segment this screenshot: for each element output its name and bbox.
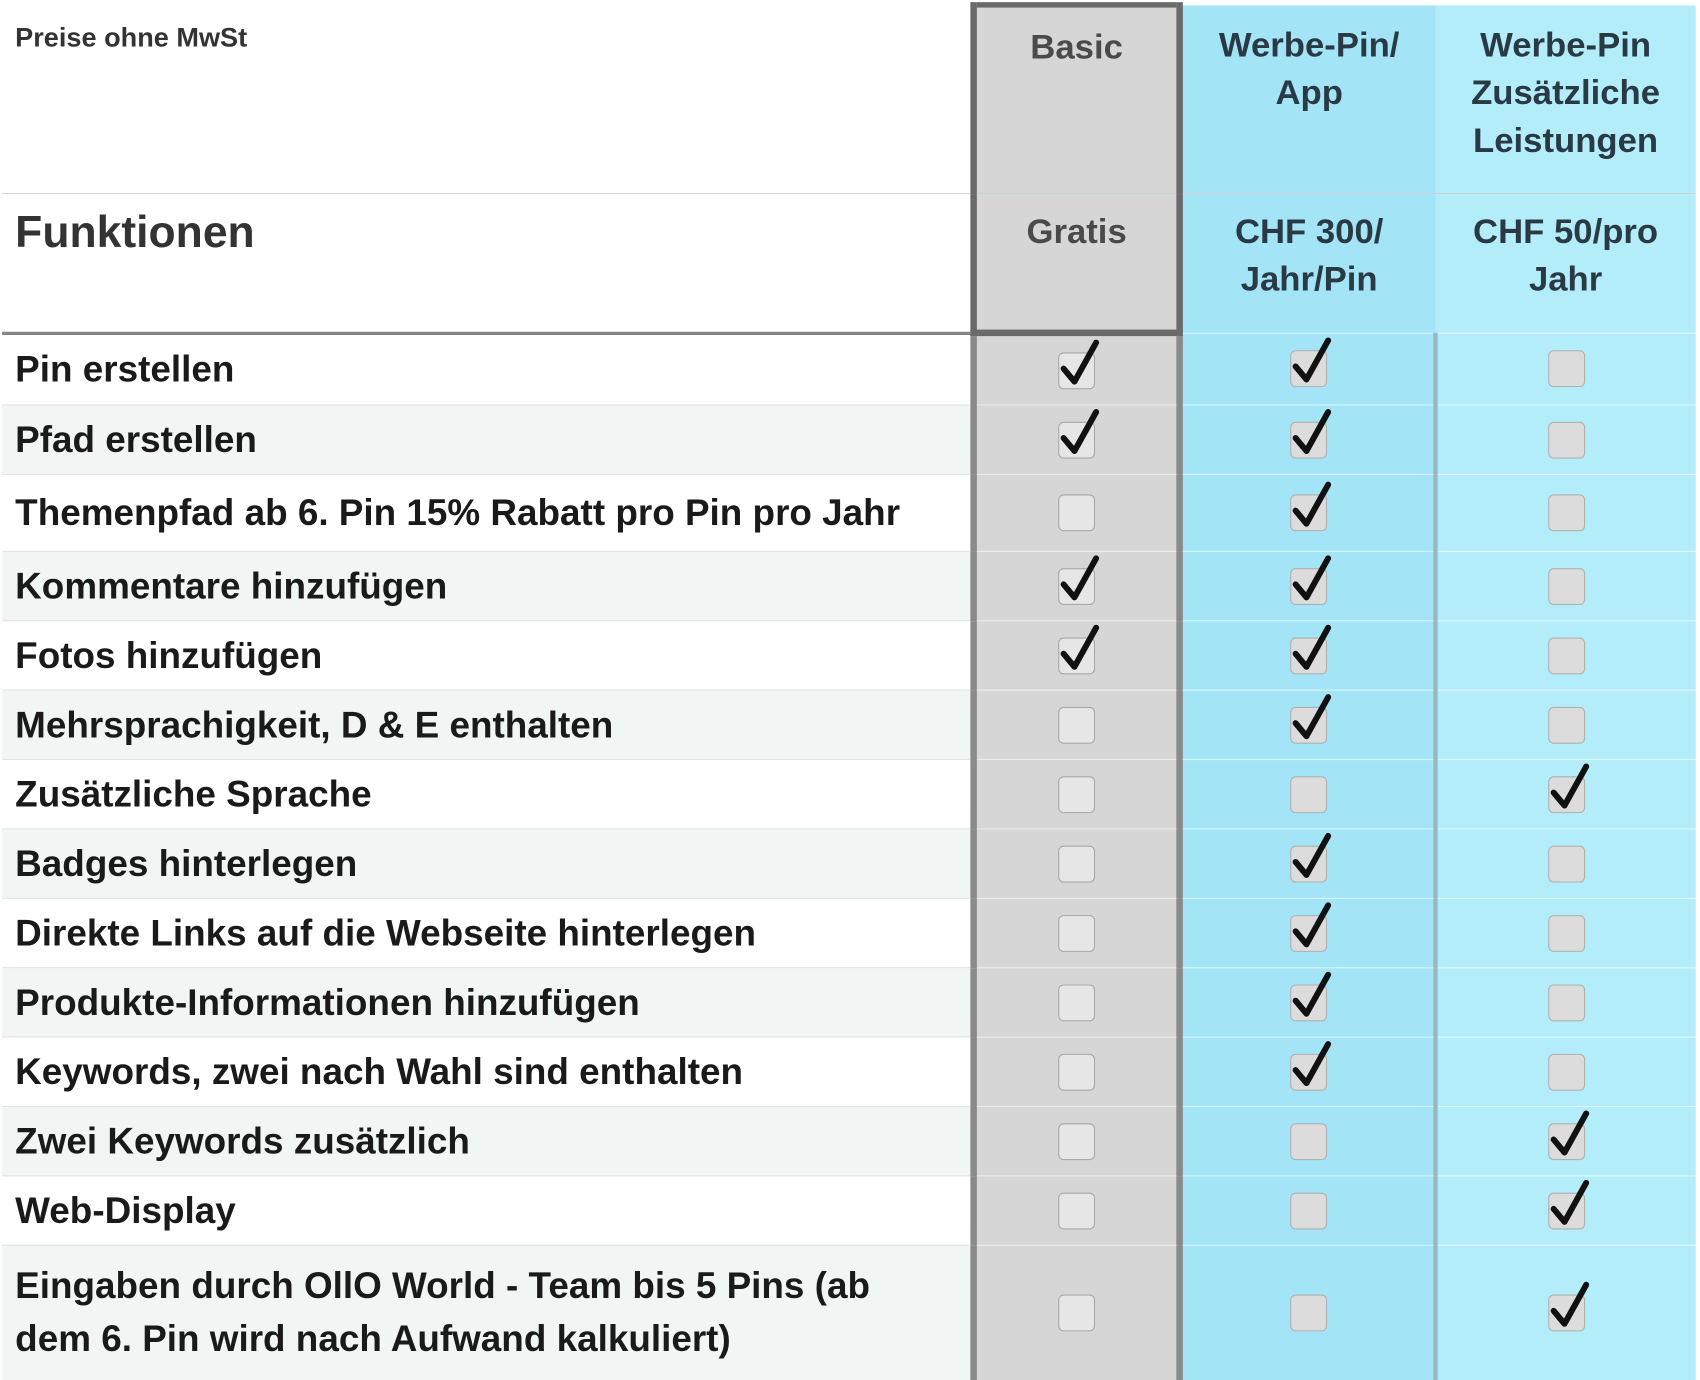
feature-label: Kommentare hinzufügen bbox=[2, 551, 973, 620]
feature-label: Pfad erstellen bbox=[2, 405, 973, 474]
table-row bbox=[2, 759, 1696, 828]
feature-label: Themenpfad ab 6. Pin 15% Rabatt pro Pin pro Jahr bbox=[2, 474, 973, 551]
checked-checkbox-icon bbox=[1058, 568, 1095, 605]
table-row bbox=[2, 898, 1696, 967]
empty-checkbox-icon bbox=[1548, 706, 1585, 743]
cell-basic bbox=[974, 829, 1180, 898]
checked-checkbox-icon bbox=[1290, 350, 1327, 387]
feature-label: Zusätzliche Sprache bbox=[2, 759, 973, 828]
plan-price-basic: Gratis bbox=[974, 194, 1180, 333]
plan-name-werbe: Werbe-Pin/ App bbox=[1180, 5, 1436, 194]
empty-checkbox-icon bbox=[1058, 845, 1095, 882]
cell-werbe bbox=[1180, 621, 1436, 690]
empty-checkbox-icon bbox=[1548, 915, 1585, 952]
feature-label: Direkte Links auf die Webseite hinterlegen bbox=[2, 898, 973, 967]
cell-zus bbox=[1435, 759, 1695, 828]
table-row bbox=[2, 621, 1696, 690]
cell-zus bbox=[1435, 551, 1695, 620]
table-row bbox=[2, 333, 1696, 405]
empty-checkbox-icon bbox=[1290, 1192, 1327, 1229]
cell-werbe bbox=[1180, 1245, 1436, 1380]
empty-checkbox-icon bbox=[1548, 494, 1585, 531]
checked-checkbox-icon bbox=[1290, 421, 1327, 458]
table-row bbox=[2, 1106, 1696, 1175]
cell-werbe bbox=[1180, 405, 1436, 474]
empty-checkbox-icon bbox=[1058, 984, 1095, 1021]
checked-checkbox-icon bbox=[1058, 637, 1095, 674]
cell-basic bbox=[974, 474, 1180, 551]
cell-werbe bbox=[1180, 690, 1436, 759]
checked-checkbox-icon bbox=[1290, 915, 1327, 952]
table-row bbox=[2, 1245, 1696, 1380]
empty-checkbox-icon bbox=[1058, 1295, 1095, 1332]
empty-checkbox-icon bbox=[1058, 706, 1095, 743]
cell-werbe bbox=[1180, 829, 1436, 898]
cell-werbe bbox=[1180, 1176, 1436, 1245]
pricing-table bbox=[2, 2, 1696, 1380]
empty-checkbox-icon bbox=[1290, 1295, 1327, 1332]
checked-checkbox-icon bbox=[1290, 845, 1327, 882]
checked-checkbox-icon bbox=[1548, 776, 1585, 813]
cell-zus bbox=[1435, 333, 1695, 405]
checked-checkbox-icon bbox=[1058, 421, 1095, 458]
cell-zus bbox=[1435, 1176, 1695, 1245]
checked-checkbox-icon bbox=[1290, 494, 1327, 531]
table-row bbox=[2, 968, 1696, 1037]
feature-label: Badges hinterlegen bbox=[2, 829, 973, 898]
empty-checkbox-icon bbox=[1548, 637, 1585, 674]
empty-checkbox-icon bbox=[1548, 421, 1585, 458]
cell-basic bbox=[974, 621, 1180, 690]
cell-basic bbox=[974, 1176, 1180, 1245]
features-title: Funktionen bbox=[2, 194, 973, 333]
checked-checkbox-icon bbox=[1548, 1123, 1585, 1160]
feature-label: Eingaben durch OllO World - Team bis 5 Pins (ab dem 6. Pin wird nach Aufwand kalkuliert) bbox=[2, 1245, 973, 1380]
checked-checkbox-icon bbox=[1290, 1053, 1327, 1090]
cell-basic bbox=[974, 898, 1180, 967]
empty-checkbox-icon bbox=[1058, 494, 1095, 531]
cell-zus bbox=[1435, 1106, 1695, 1175]
plan-price-zusatz: CHF 50/pro Jahr bbox=[1435, 194, 1695, 333]
empty-checkbox-icon bbox=[1548, 984, 1585, 1021]
plan-price-werbe: CHF 300/ Jahr/Pin bbox=[1180, 194, 1436, 333]
cell-werbe bbox=[1180, 333, 1436, 405]
cell-basic bbox=[974, 551, 1180, 620]
checked-checkbox-icon bbox=[1290, 637, 1327, 674]
plan-name-basic: Basic bbox=[974, 5, 1180, 194]
cell-zus bbox=[1435, 829, 1695, 898]
cell-basic bbox=[974, 1245, 1180, 1380]
cell-basic bbox=[974, 690, 1180, 759]
cell-zus bbox=[1435, 968, 1695, 1037]
empty-checkbox-icon bbox=[1058, 915, 1095, 952]
empty-checkbox-icon bbox=[1058, 1053, 1095, 1090]
checked-checkbox-icon bbox=[1290, 568, 1327, 605]
feature-label: Produkte-Informationen hinzufügen bbox=[2, 968, 973, 1037]
empty-checkbox-icon bbox=[1548, 1053, 1585, 1090]
cell-werbe bbox=[1180, 1106, 1436, 1175]
vat-note: Preise ohne MwSt bbox=[2, 5, 973, 194]
feature-label: Pin erstellen bbox=[2, 333, 973, 405]
checked-checkbox-icon bbox=[1290, 984, 1327, 1021]
checked-checkbox-icon bbox=[1548, 1192, 1585, 1229]
feature-label: Fotos hinzufügen bbox=[2, 621, 973, 690]
checked-checkbox-icon bbox=[1058, 352, 1095, 389]
cell-basic bbox=[974, 1106, 1180, 1175]
cell-werbe bbox=[1180, 1037, 1436, 1106]
empty-checkbox-icon bbox=[1058, 1123, 1095, 1160]
cell-werbe bbox=[1180, 968, 1436, 1037]
plan-name-zusatz: Werbe-Pin Zusätzliche Leistungen bbox=[1435, 5, 1695, 194]
cell-basic bbox=[974, 333, 1180, 405]
empty-checkbox-icon bbox=[1290, 776, 1327, 813]
cell-zus bbox=[1435, 690, 1695, 759]
checked-checkbox-icon bbox=[1290, 706, 1327, 743]
empty-checkbox-icon bbox=[1548, 568, 1585, 605]
empty-checkbox-icon bbox=[1058, 1192, 1095, 1229]
table-row bbox=[2, 1176, 1696, 1245]
empty-checkbox-icon bbox=[1548, 845, 1585, 882]
cell-zus bbox=[1435, 474, 1695, 551]
table-row bbox=[2, 405, 1696, 474]
empty-checkbox-icon bbox=[1548, 350, 1585, 387]
table-row bbox=[2, 474, 1696, 551]
table-row bbox=[2, 1037, 1696, 1106]
feature-label: Mehrsprachigkeit, D & E enthalten bbox=[2, 690, 973, 759]
empty-checkbox-icon bbox=[1290, 1123, 1327, 1160]
cell-basic bbox=[974, 759, 1180, 828]
cell-zus bbox=[1435, 1037, 1695, 1106]
cell-zus bbox=[1435, 405, 1695, 474]
cell-werbe bbox=[1180, 898, 1436, 967]
cell-basic bbox=[974, 1037, 1180, 1106]
table-row bbox=[2, 829, 1696, 898]
cell-basic bbox=[974, 968, 1180, 1037]
checked-checkbox-icon bbox=[1548, 1295, 1585, 1332]
table-row bbox=[2, 551, 1696, 620]
cell-basic bbox=[974, 405, 1180, 474]
cell-zus bbox=[1435, 621, 1695, 690]
empty-checkbox-icon bbox=[1058, 776, 1095, 813]
cell-zus bbox=[1435, 1245, 1695, 1380]
cell-werbe bbox=[1180, 551, 1436, 620]
table-row bbox=[2, 690, 1696, 759]
feature-label: Keywords, zwei nach Wahl sind enthalten bbox=[2, 1037, 973, 1106]
cell-werbe bbox=[1180, 759, 1436, 828]
feature-label: Web-Display bbox=[2, 1176, 973, 1245]
cell-zus bbox=[1435, 898, 1695, 967]
feature-label: Zwei Keywords zusätzlich bbox=[2, 1106, 973, 1175]
cell-werbe bbox=[1180, 474, 1436, 551]
